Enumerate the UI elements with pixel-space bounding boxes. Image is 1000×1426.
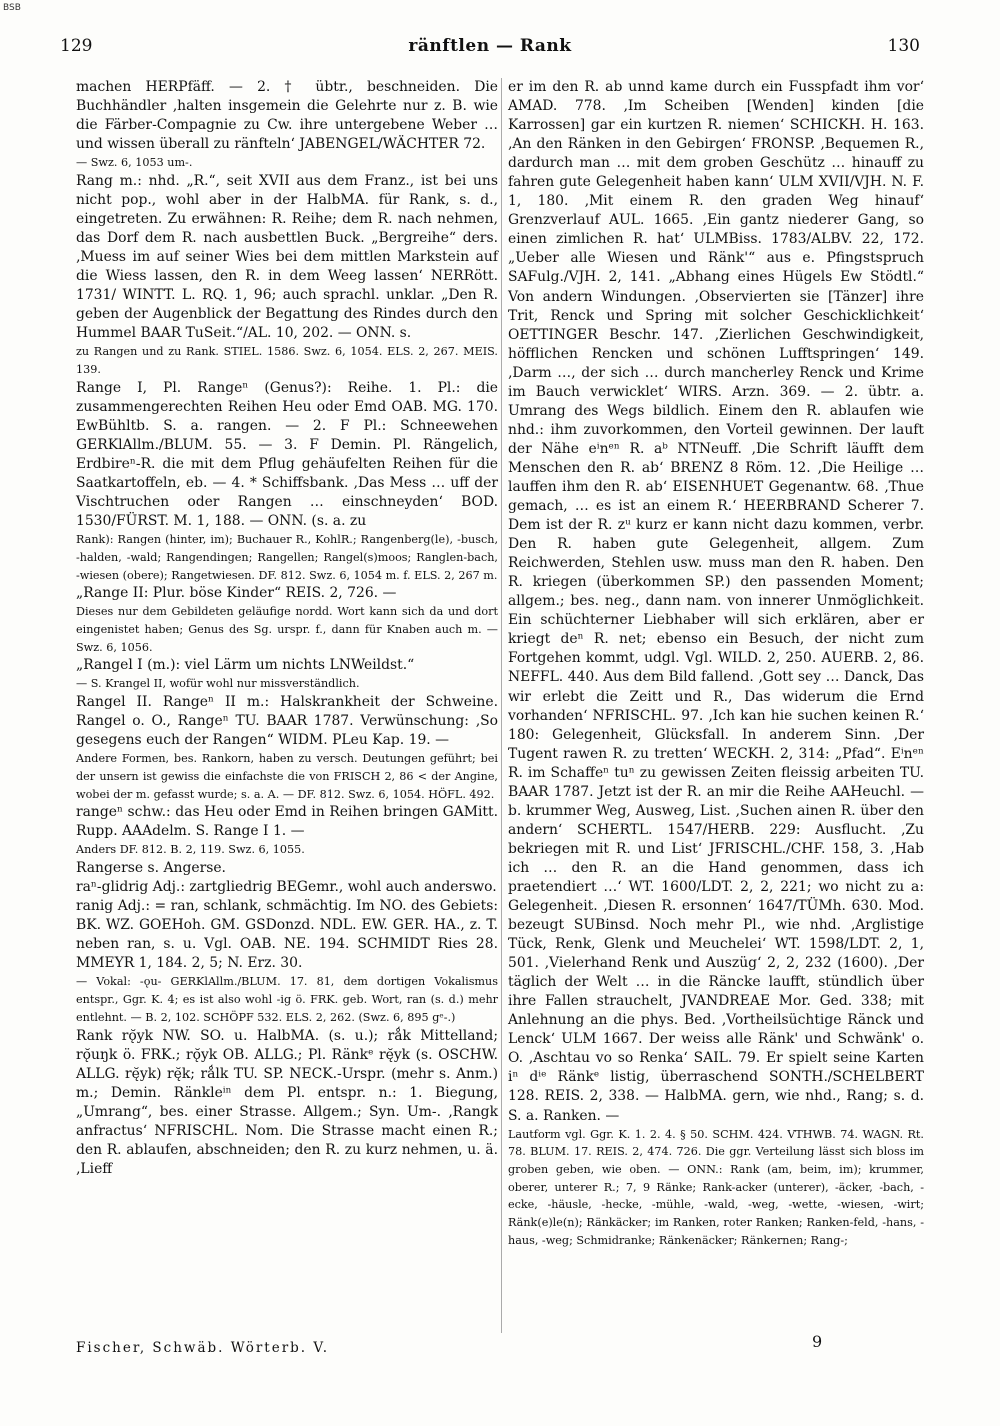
entry-paragraph: „Rangel I (m.): viel Lärm um nichts LNWeildst.“ (76, 657, 415, 674)
note-paragraph: — Swz. 6, 1053 um-. (76, 156, 193, 170)
note-paragraph: Rank): Rangen (hinter, im); Buchauer R., KohlR.; Rangenberg(le), -busch, -halden, -wald; Rangendingen; Rangellen; Rangel(s)moos; Ranglen-bach, -wiesen (obere); Rangetwiesen. DF. 812. Swz. 6, 1054 m. f. ELS. 2, 267 m. (76, 533, 498, 582)
entry-paragraph: „Range II: Plur. böse Kinder“ REIS. 2, 726. — (76, 585, 397, 602)
entry-paragraph: rangeⁿ schw.: das Heu oder Emd in Reihen bringen GAMitt. Rupp. AAAdelm. S. Range I 1. — (76, 804, 498, 840)
column-divider (501, 78, 502, 1333)
note-paragraph: Anders DF. 812. B. 2, 119. Swz. 6, 1055. (76, 843, 305, 857)
note-paragraph: — S. Krangel II, wofür wohl nur missverständlich. (76, 677, 360, 691)
source-line: Fischer, Schwäb. Wörterb. V. (76, 1340, 330, 1356)
note-paragraph: Dieses nur dem Gebildeten geläufige nordd. Wort kann sich da und dort eingenistet haben; Genus des Sg. urspr. f., dann für Knaben auch m. — Swz. 6, 1056. (76, 605, 498, 654)
left-column (76, 78, 498, 1179)
note-paragraph: zu Rangen und zu Rank. STIEL. 1586. Swz. 6, 1054. ELS. 2, 267. MEIS. 139. (76, 345, 498, 377)
entry-paragraph: machen HERPfäff. — 2. † übtr., beschneiden. Die Buchhändler ‚halten insgemein die Gelehrte nur z. B. wie die Färber-Compagnie zu Cw. ihre untergebene Weber … und wissen überall zu ränfteln‘ JABENGEL/WÄCHTER 72. (76, 79, 498, 153)
page-footer (76, 1332, 924, 1364)
note-paragraph: Lautform vgl. Ggr. K. 1. 2. 4. § 50. SCHM. 424. VTHWB. 74. WAGN. Rt. 78. BLUM. 17. REIS. 2, 474. 726. Die ggr. Verteilung lässt sich bloss im groben geben, wie oben. — ONN.: Rank (am, beim, im); krummer, oberer, unterer R.; 7, 9 Ränke; Rank-acker (unterer), -äcker, -bach, -ecke, -häusle, -hecke, -mühle, -wald, -weg, -wette, -wiesen, -wirt; Ränk(e)le(n); Ränkäcker; im Ranken, roter Ranken; Ranken-feld, -hans, -haus, -weg; Schmidranke; Ränkenäcker; Ränkernen; Rang-; (508, 1127, 924, 1247)
note-paragraph: — Vokal: -ǫu- GERKlAllm./BLUM. 17. 81, dem dortigen Vokalismus entspr., Ggr. K. 4; es ist also wohl -ig ö. FRK. geb. Wort, ran (s. d.) mehr entlehnt. — B. 2, 102. SCHÖPF 532. ELS. 2, 262. (Swz. 6, 895 gᵉ-.) (76, 975, 498, 1024)
entry-paragraph: er im den R. ab unnd kame durch ein Fusspfadt ihm vor‘ AMAD. 778. ‚Im Scheiben [Wenden] kinden [die Karrossen] gar ein kurtzen R. niemen‘ SCHICKH. H. 163. ‚An den Ränken in den Gebirgen‘ FRONSP. ‚Bequemen R., dardurch man … mit dem groben Geschütz … hinauff zu fahren gute Gelegenheit haben kann‘ ULM XVII/VJH. N. F. 1, 180. ‚Mit einem R. den graden Weg hinauf‘ Grenzverlauf AUL. 1665. ‚Ein gantz niederer Gang, so einen zimlichen R. hat‘ ULMBiss. 1783/ALBV. 22, 172. „Ueber alle Wiesen und Ränk'“ aus e. Pfingstspruch SAFulg./VJH. 2, 141. „Abhang eines Hügels Ew Stödtl.“ Von andern Windungen. ‚Observierten sie [Tänzer] ihre Trit, Renck und Spring mit solcher Geschicklichkeit‘ OETTINGER Beschr. 147. ‚Zierlichen Geschwindigkeit, höfflichen Rencken und schönen Lufftspringen‘ 149. ‚Darm …, der sich … durch mancherley Renck und Krime im Bauch verwicklet‘ WIRS. Arzn. 369. — 2. übtr. a. Umrang des Wegs bildlich. Einem den R. ablaufen wie nhd.: ihm zuvorkommen, den Vorteil gewinnen. Der lauft der Nähe eⁱnᵉⁿ R. aᵇ NTNeuff. ‚Die Schrift läufft dem Menschen den R. ab‘ BRENZ 8 Röm. 12. ‚Die Heilige … lauffen ihm den R. ab‘ EISENHUET Gegenantw. 68. ‚Thue gemach, … es ist an einem R.‘ HEERBRAND Scherer 7. Dem ist der R. zᵘ kurz er kann nicht dazu kommen, verbr. Den R. haben gute Gelegenheit, allgem. Zum Reichwerden, Stehlen usw. muss man den R. haben. Den R. kriegen (überkommen SP.) den passenden Moment; allgem.; bes. neg., dann nam. von innerer Unmöglichkeit. Ein schüchterner Liebhaber will sich erklären, aber er kriegt deⁿ R. net; ebenso ein Besuch, der nicht zum Fortgehen kommt, udgl. Vgl. WILD. 2, 250. AUERB. 2, 86. NEFFL. 440. Aus dem Bild fallend. ‚Gott sey … Danck, Das wir erlebt die Zeitt und R., Das widerum die Ernd vorhanden‘ NFRISCHL. 97. ‚Ich kan hie suchen keinen R.‘ 180: Gelegenheit, Glücksfall. In anderem Sinn. ‚Der Tugent rawen R. zu tretten‘ WECKH. 2, 314: „Pfad“. Eⁱnᵉⁿ R. im Schaffeⁿ tuⁿ zu gewissen Zeiten fleissig arbeiten TU. BAAR 1787. Jetzt ist der R. an mir die Reihe AAHeuchl. — b. krummer Weg, Ausweg, List. ‚Suchen ainen R. über den andern‘ SCHERTL. 1547/HERB. 229: Ausflucht. ‚Zu bekriegen mit R. und List‘ JFRISCHL./CHF. 158, 3. ‚Hab ich … den R. an die Hand genommen, dass ich praetendiert …‘ WT. 1600/LDT. 2, 2, 221; wo nicht zu a: Gelegenheit. ‚Diesen R. ersonnen‘ 1647/TÜMh. 630. Mod. bezeugt SUBinsd. Noch mehr Pl., wie nhd. ‚Arglistige Tück, Renk, Glenk und Meuchelei‘ WT. 1598/LDT. 2, 1, 501. ‚Vielerhand Renk und Auszüg‘ 2, 2, 232 (1600). ‚Der täglich der Welt … in die Rӓncke laufft, stündlich über ihre Fallen strauchelt, JVANDREAE Mor. Ged. 338; mit Anlehnung an die phys. Bed. ‚Vortheilsüchtige Rӓnck und Lenck‘ ULM 1667. Der weiss alle Ränk' und Schwänk' o. O. ‚Aschtau vo so Renka‘ SAIL. 79. Er spielt seine Karten iⁿ dⁱᵉ Ränkᵉ listig, überraschend SONTH./SCHELBERT 128. REIS. 2, 338. — HalbMA. gern, wie nhd., Rang; s. d. S. a. Ranken. — (508, 79, 924, 1124)
page-header (60, 36, 920, 60)
page-number-right: 130 (887, 36, 920, 56)
library-scan-mark: BSB (3, 3, 21, 13)
entry-paragraph: Rank rǫ̆yk NW. SO. u. HalbMA. (s. u.); rǻk Mittelland; rǫ̆uŋk ö. FRK.; rǫ̆yk OB. ALLG.; Pl. Ränkᵉ rę̆yk (s. OSCHW. ALLG. rę̆yk) rę̆k; rǻlk TU. SP. NECK.-Urspr. (mehr s. Anm.) m.; Demin. Ränkleⁱⁿ dem Pl. entspr. n.: 1. Biegung, „Umrang“, bes. einer Strasse. Allgem.; Syn. Um-. ‚Rangk anfractus‘ NFRISCHL. Nom. Die Strasse macht einen R.; den R. ablaufen, abschneiden; den R. zu kurz nehmen, u. ä. ‚Lieff (76, 1027, 498, 1177)
entry-paragraph: ranig Adj.: = ran, schlank, schmächtig. Im NO. des Gebiets: BK. WZ. GOEHoh. GM. GSDonzd. NDL. EW. GER. HA., z. T. neben ran, s. u. Vgl. OAB. NE. 194. SCHMIDT Ries 28. MMEYR 1, 184. 2, 5; N. Erz. 30. (76, 898, 498, 972)
note-paragraph: Andere Formen, bes. Rankorn, haben zu versch. Deutungen geführt; bei der unsern ist gewiss die einfachste die von FRISCH 2, 86 < der Angine, wobei der m. gefasst wurde; s. a. A. — DF. 812. Swz. 6, 1054. HÖFL. 492. (76, 752, 498, 801)
entry-paragraph: raⁿ-glidrig Adj.: zartgliedrig BEGemr., wohl auch anderswo. (76, 879, 497, 896)
entry-paragraph: Rangerse s. Angerse. (76, 860, 226, 877)
entry-paragraph: Range I, Pl. Rangeⁿ (Genus?): Reihe. 1. Pl.: die zusammengerechten Reihen Heu oder Emd OAB. MG. 170. EwBühltb. S. a. rangen. — 2. F Pl.: Schneewehen GERKlAllm./BLUM. 55. — 3. F Demin. Pl. Rängelich, Erdbireⁿ-R. die mit dem Pflug gehäufelten Reihen für die Saatkartoffeln, eb. — 4. * Schiffsbank. ‚Das Mess … uff der Vischtruchen oder Rangen … einschneyden‘ BOD. 1530/FÜRST. M. 1, 188. — ONN. (s. a. zu (76, 379, 498, 530)
entry-paragraph: Rang m.: nhd. „R.“, seit XVII aus dem Franz., ist bei uns nicht pop., wohl aber in der HalbMA. für Rank, s. d., eingetreten. Zu erwähnen: R. Reihe; dem R. nach nehmen, das Dorf dem R. nach ausbettlen Buck. „Bergreihe“ ders. ‚Muess im auf seiner Wies bei dem mittlen Markstein auf die Wiess lassen, den R. in dem Weeg lassen‘ NERRött. 1731/ WINTT. L. RQ. 1, 96; auch sprachl. unklar. „Den R. geben der Augenblick der Begattung des Rindes durch den Hummel BAAR TuSeit.“/AL. 10, 202. — ONN. s. (76, 172, 498, 342)
entry-paragraph: Rangel II. Rangeⁿ II m.: Halskrankheit der Schweine. Rangel o. O., Rangeⁿ TU. BAAR 1787. Verwünschung: ‚So gesegens euch der Rangen“ WIDM. PLeu Kap. 19. — (76, 694, 498, 749)
signature-mark: 9 (812, 1332, 823, 1351)
page-number-left: 129 (60, 36, 93, 56)
right-column (508, 78, 924, 1250)
running-head: ränftlen — Rank (408, 36, 572, 56)
